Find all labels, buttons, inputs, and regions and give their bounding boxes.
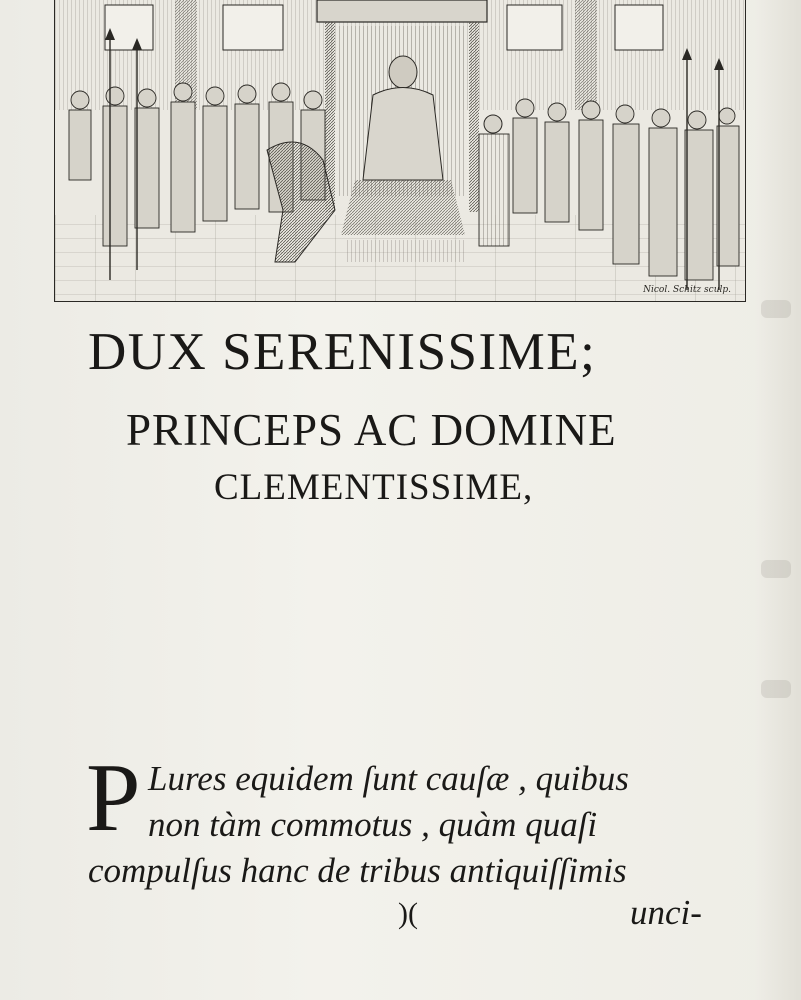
heading-line-clementissime: CLEMENTISSIME, <box>214 467 534 508</box>
show-through-mark <box>761 300 791 318</box>
body-text-line: compulſus hanc de tribus antiquiſſimis <box>88 851 627 890</box>
throne-room-scene <box>55 0 745 302</box>
catchword: unci- <box>630 893 702 932</box>
body-text-line: non tàm commotus , quàm quaſi <box>148 805 598 844</box>
show-through-mark <box>761 560 791 578</box>
body-text-line: Lures equidem ſunt cauſæ , quibus <box>148 759 629 798</box>
heading-line-princeps: PRINCEPS AC DOMINE <box>126 405 617 455</box>
page-edge-shading <box>755 0 801 1000</box>
show-through-mark <box>761 680 791 698</box>
heading-line-dux-serenissime: DUX SERENISSIME; <box>88 323 597 381</box>
engraving-illustration <box>54 0 746 302</box>
engraver-signature: Nicol. Schitz sculp. <box>643 285 731 295</box>
drop-capital: P <box>86 744 141 852</box>
gathering-signature-mark: )( <box>398 897 418 930</box>
